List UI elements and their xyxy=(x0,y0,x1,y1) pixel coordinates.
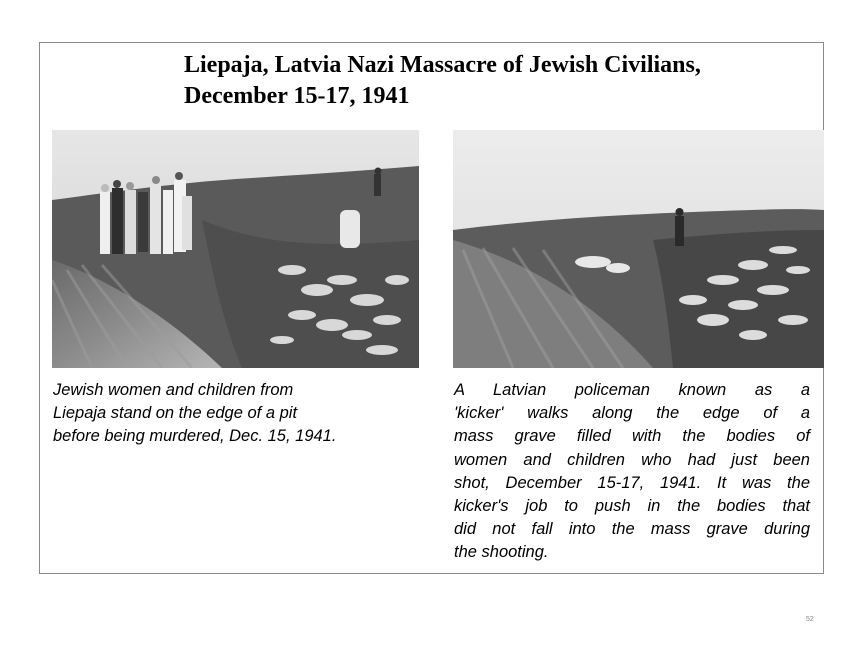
right-caption-line: shot, December 15-17, 1941. It was the xyxy=(454,473,810,492)
right-caption-line: women and children who had just been xyxy=(454,450,810,469)
left-caption-line: Jewish women and children from xyxy=(53,381,294,399)
page-number: 52 xyxy=(806,616,814,623)
right-caption-line: A Latvian policeman known as a xyxy=(454,381,810,399)
photo-women-children-at-pit xyxy=(52,130,419,368)
left-photo-caption xyxy=(53,379,413,449)
left-caption-line: before being murdered, Dec. 15, 1941. xyxy=(53,427,337,446)
right-caption-line: did not fall into the mass grave during xyxy=(454,520,810,539)
right-caption-line: the shooting. xyxy=(454,543,549,562)
title-line-1: Liepaja, Latvia Nazi Massacre of Jewish Civilians, xyxy=(184,52,701,78)
right-caption-line: kicker's job to push in the bodies that xyxy=(454,497,810,516)
right-photo-caption xyxy=(454,379,810,565)
left-caption-line: Liepaja stand on the edge of a pit xyxy=(53,404,298,423)
photo-kicker-at-mass-grave xyxy=(453,130,824,368)
right-caption-line: 'kicker' walks along the edge of a xyxy=(454,404,810,423)
slide-title xyxy=(184,50,804,112)
right-caption-line: mass grave filled with the bodies of xyxy=(454,427,810,446)
title-line-2: December 15-17, 1941 xyxy=(184,83,410,109)
